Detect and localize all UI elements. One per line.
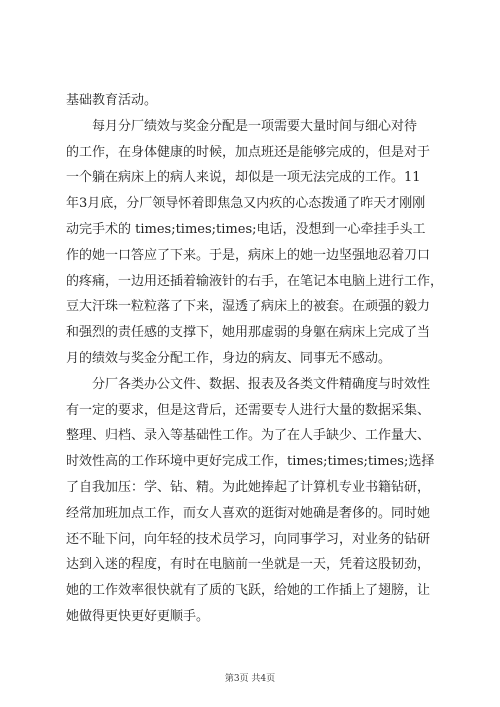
- text-line: 有一定的要求，但是这背后，还需要专人进行大量的数据采集、: [66, 402, 431, 418]
- text-line: 她的工作效率很快就有了质的飞跃，给她的工作插上了翅膀，让: [66, 583, 431, 599]
- text-line: 作的她一口答应了下来。于是，病床上的她一边坚强地忍着刀口: [66, 247, 431, 263]
- text-line: 达到入迷的程度，有时在电脑前一坐就是一天，凭着这股韧劲，: [66, 557, 431, 573]
- text-line: 每月分厂绩效与奖金分配是一项需要大量时间与细心对待: [66, 118, 418, 134]
- text-line: 分厂各类办公文件、数据、报表及各类文件精确度与时效性: [66, 376, 431, 392]
- text-line: 年3月底，分厂领导怀着即焦急又内疚的心态拨通了昨天才刚刚: [66, 196, 426, 212]
- text-line: 的工作，在身体健康的时候，加点班还是能够完成的，但是对于: [66, 144, 431, 160]
- text-line: 豆大汗珠一粒粒落了下来，湿透了病床上的被套。在顽强的毅力: [66, 299, 431, 315]
- text-line: 整理、归档、录入等基础性工作。为了在人手缺少、工作量大、: [66, 428, 431, 444]
- text-line: 一个躺在病床上的病人来说，却似是一项无法完成的工作。11: [66, 170, 421, 186]
- text-line: 月的绩效与奖金分配工作，身边的病友、同事无不感动。: [66, 350, 392, 366]
- paragraph-2: [66, 114, 444, 372]
- paragraph-3: [66, 372, 438, 630]
- text-line: 她做得更快更好更顺手。: [66, 608, 210, 624]
- text-line: 了自我加压：学、钻、精。为此她捧起了计算机专业书籍钻研，: [66, 479, 431, 495]
- text-line: 的疼痛，一边用还插着输液针的右手，在笔记本电脑上进行工作，: [66, 273, 444, 289]
- text-line: 动完手术的 times;times;times;电话，没想到一心牵挂手头工: [66, 221, 426, 237]
- text-line: 时效性高的工作环境中更好完成工作，times;times;times;选择: [66, 454, 435, 470]
- text-line: 和强烈的责任感的支撑下，她用那虚弱的身躯在病床上完成了当: [66, 325, 431, 341]
- text-line: 还不耻下问，向年轻的技术员学习，向同事学习，对业务的钻研: [66, 531, 431, 547]
- text-line: 经常加班加点工作，而女人喜欢的逛街对她确是奢侈的。同时她: [66, 505, 431, 521]
- body-text: [66, 88, 444, 630]
- page-footer: 第3页 共4页: [224, 674, 276, 684]
- paragraph-1: [66, 88, 438, 114]
- text-line: 基础教育活动。: [66, 93, 158, 108]
